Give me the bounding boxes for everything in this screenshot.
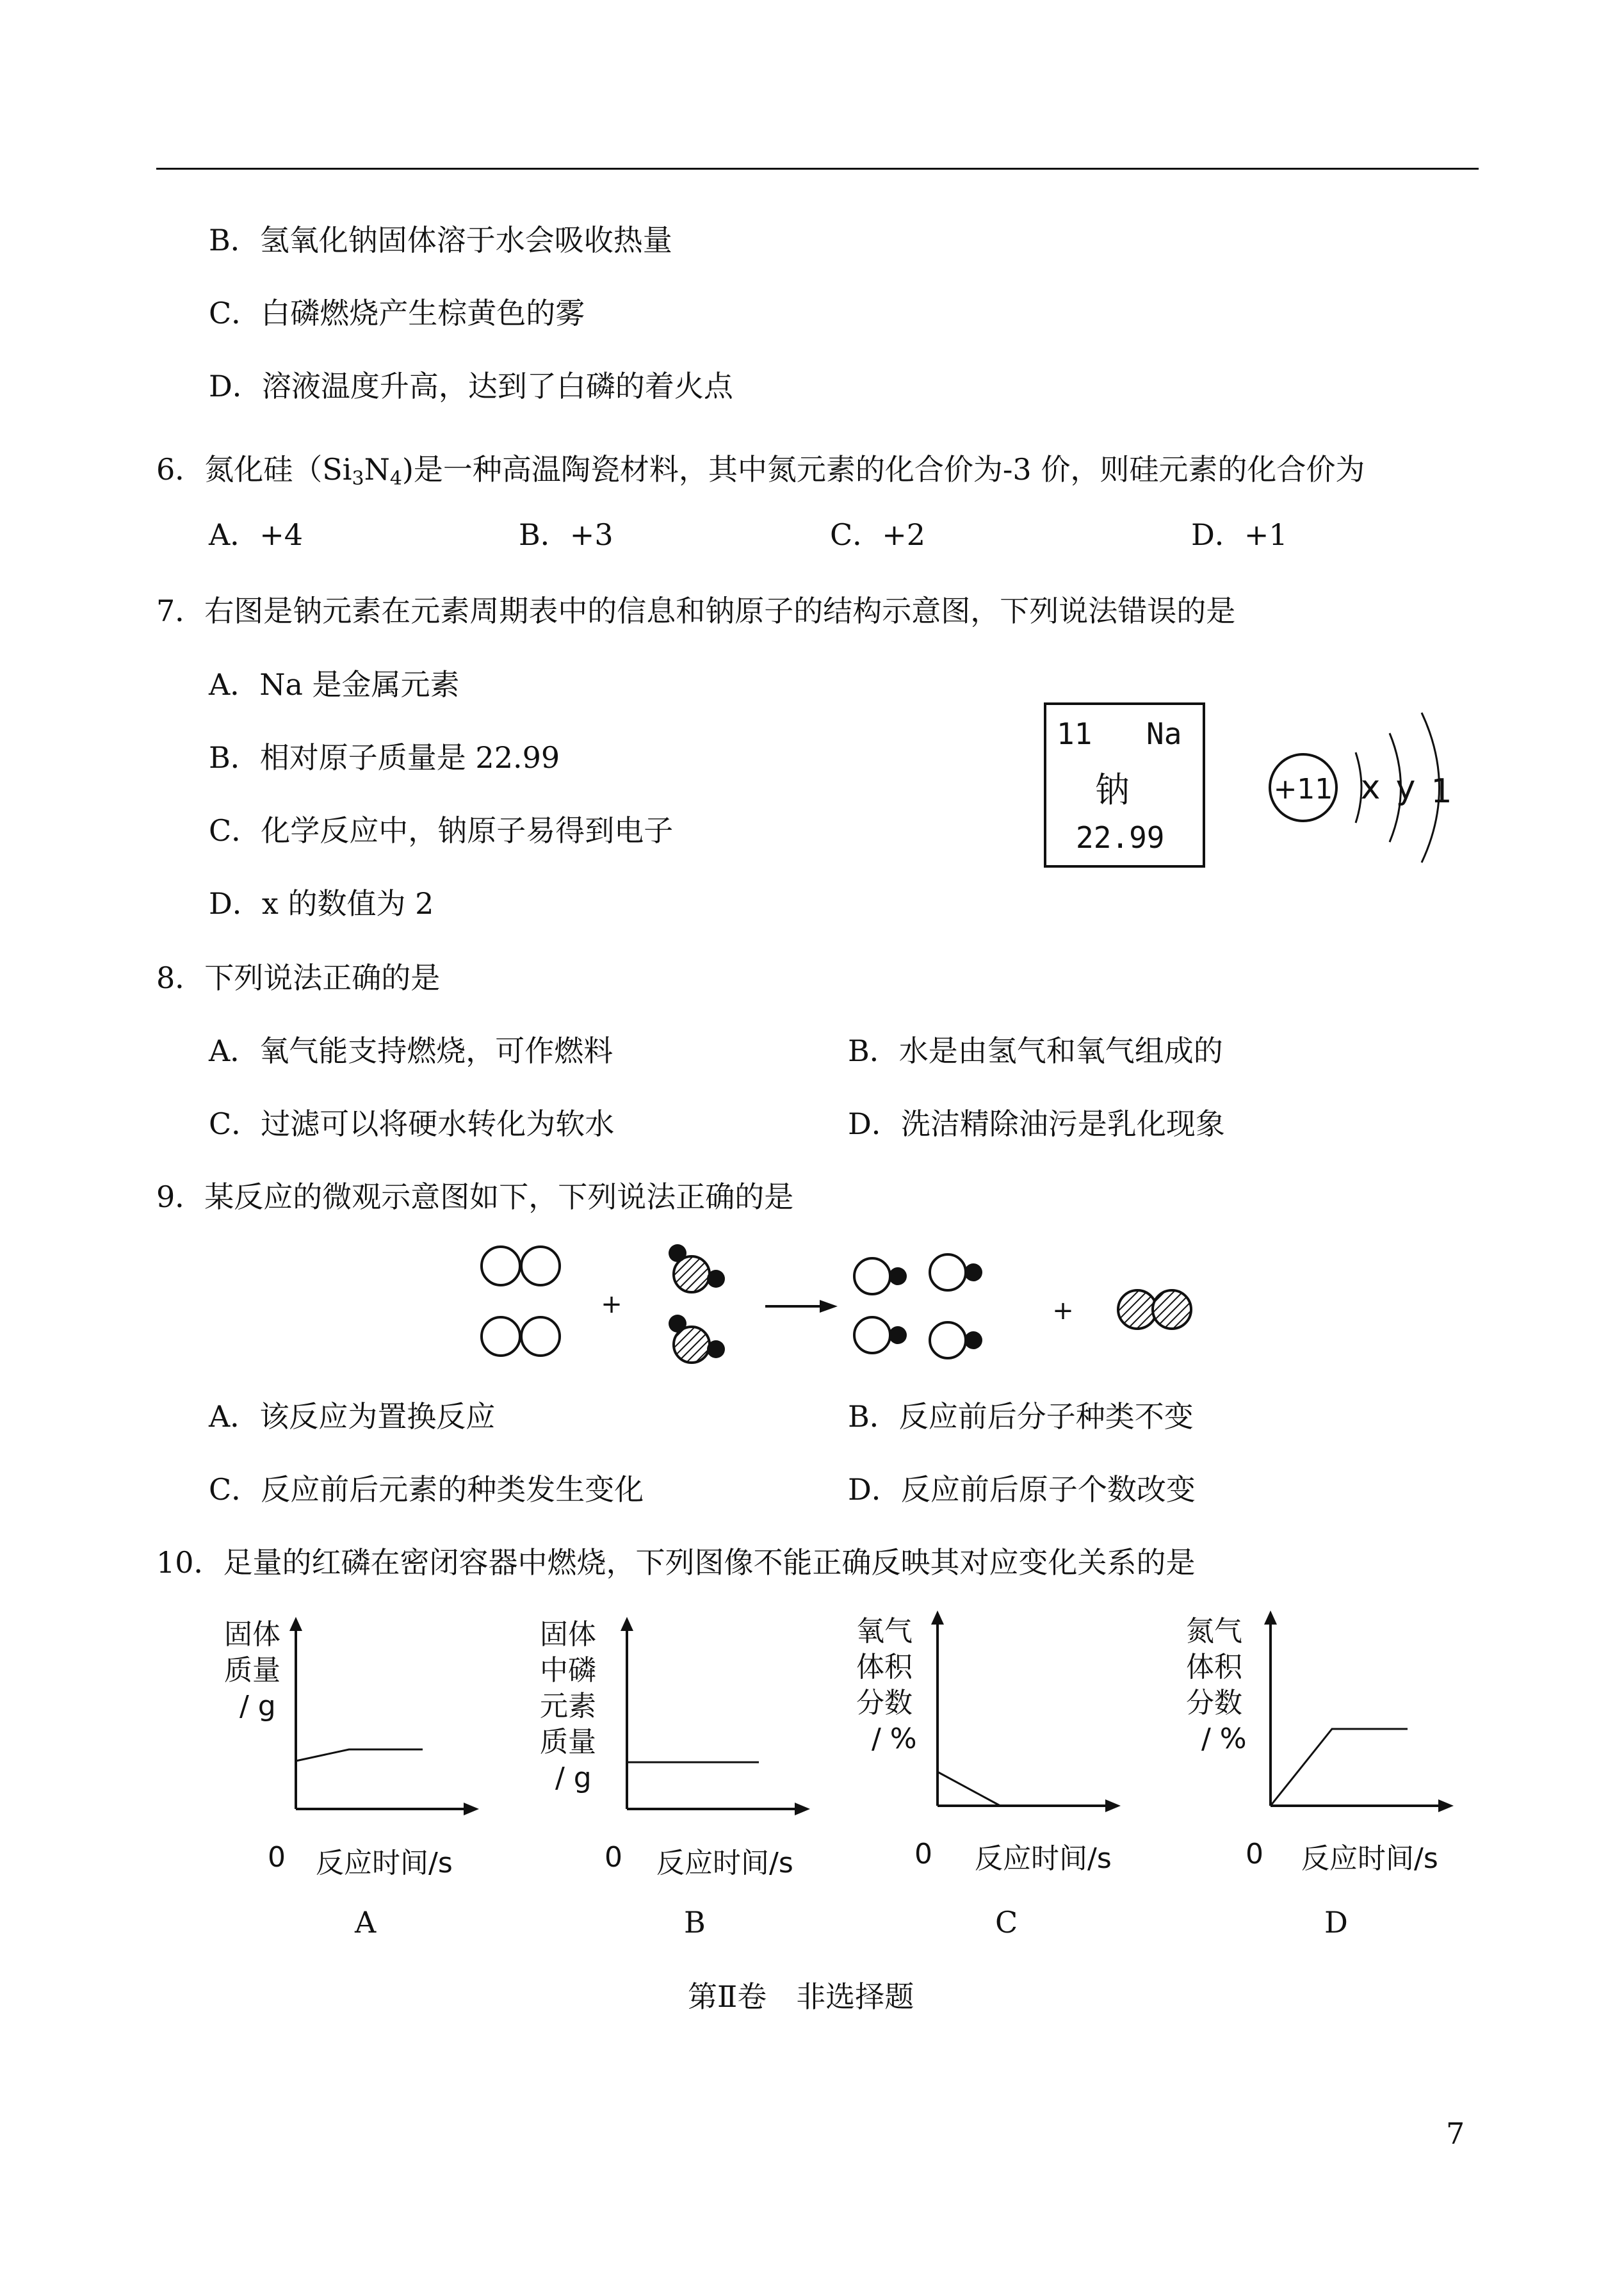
q5-option-c: C．白磷燃烧产生棕黄色的雾	[209, 296, 585, 330]
graph-d-curve	[1271, 1729, 1408, 1806]
reaction-micro-diagram	[474, 1239, 1230, 1374]
section-title: 第Ⅱ卷 非选择题	[688, 1979, 914, 2014]
shell-1-electrons: x	[1360, 768, 1381, 807]
plus-sign-1: +	[601, 1290, 622, 1319]
q6-stem: 6．氮化硅$(Si_3N_4)$是一种高温陶瓷材料，其中氮元素的化合价为-3 价，则硅元素的化合价为	[156, 452, 1365, 490]
q6-option-d: D．+1	[1191, 517, 1288, 552]
q7-option-d: D．x 的数值为 2	[209, 886, 434, 921]
reactant-white-molecules	[482, 1247, 560, 1356]
sodium-atom-structure-diagram	[1265, 701, 1476, 874]
q6-option-b: B．+3	[519, 517, 613, 552]
plus-sign-2: +	[1052, 1296, 1074, 1326]
q9-option-d: D．反应前后原子个数改变	[848, 1472, 1196, 1507]
q9-option-c: C．反应前后元素的种类发生变化	[209, 1472, 644, 1507]
q10-stem: 10．足量的红磷在密闭容器中燃烧，下列图像不能正确反映其对应变化关系的是	[156, 1545, 1196, 1580]
graph-c-xlabel: 反应时间/s	[975, 1842, 1112, 1875]
atomic-number: 11	[1057, 717, 1092, 751]
graph-b-origin: 0	[605, 1841, 622, 1874]
shell-2-electrons: y	[1395, 768, 1416, 807]
q6-option-c: C．+2	[830, 517, 926, 552]
reaction-arrow	[765, 1300, 838, 1313]
nucleus-charge: +11	[1273, 773, 1333, 806]
q8-option-a: A．氧气能支持燃烧，可作燃料	[209, 1034, 613, 1068]
q5-option-b: B．氢氧化钠固体溶于水会吸收热量	[209, 223, 672, 257]
q8-stem: 8．下列说法正确的是	[156, 961, 441, 995]
graph-d-ylabel: 氮气 体积 分数 / %	[1186, 1615, 1247, 1755]
graph-b-xlabel: 反应时间/s	[656, 1847, 793, 1879]
graph-d-letter: D	[1324, 1905, 1348, 1940]
graph-d-origin: 0	[1246, 1838, 1263, 1870]
graph-c-origin: 0	[914, 1838, 932, 1870]
q7-option-b: B．相对原子质量是 22.99	[209, 740, 560, 775]
q6-option-a: A．+4	[209, 517, 304, 552]
graph-b-ylabel: 固体 中磷 元素 质量 / g	[540, 1618, 596, 1794]
q9-stem: 9．某反应的微观示意图如下，下列说法正确的是	[156, 1180, 794, 1214]
reactant-hatched-molecules	[669, 1244, 725, 1363]
q9-option-a: A．该反应为置换反应	[209, 1399, 496, 1434]
element-symbol: Na	[1146, 717, 1182, 751]
graph-d-axes	[1256, 1610, 1461, 1831]
graph-b-letter: B	[684, 1905, 706, 1940]
q7-option-c: C．化学反应中，钠原子易得到电子	[209, 813, 674, 848]
graph-d-xlabel: 反应时间/s	[1301, 1842, 1438, 1875]
product-hatched-molecule	[1118, 1290, 1191, 1329]
shell-3-electrons: 1	[1431, 772, 1452, 811]
graph-c-letter: C	[995, 1905, 1018, 1940]
graph-a-letter: A	[355, 1905, 377, 1940]
header-rule	[156, 168, 1479, 170]
element-name: 钠	[1095, 770, 1130, 810]
q7-option-a: A．Na 是金属元素	[209, 667, 460, 702]
graph-a-origin: 0	[268, 1841, 286, 1874]
graph-a-xlabel: 反应时间/s	[316, 1847, 453, 1879]
q8-option-c: C．过滤可以将硬水转化为软水	[209, 1107, 615, 1141]
graph-a-curve	[296, 1749, 423, 1761]
page-number: 7	[1446, 2116, 1465, 2151]
q5-option-d: D．溶液温度升高，达到了白磷的着火点	[209, 369, 733, 403]
periodic-table-cell	[1044, 702, 1205, 868]
graph-c-ylabel: 氧气 体积 分数 / %	[856, 1615, 917, 1755]
q9-option-b: B．反应前后分子种类不变	[848, 1399, 1194, 1434]
atomic-mass: 22.99	[1076, 820, 1165, 855]
graph-c-axes	[923, 1610, 1128, 1831]
graph-a-axes	[282, 1617, 487, 1835]
graph-c-curve	[938, 1772, 1000, 1806]
q7-stem: 7．右图是钠元素在元素周期表中的信息和钠原子的结构示意图，下列说法错误的是	[156, 594, 1236, 628]
q8-option-d: D．洗洁精除油污是乳化现象	[848, 1107, 1225, 1141]
product-white-black-molecules	[854, 1254, 982, 1358]
graph-b-axes	[613, 1617, 818, 1835]
graph-a-ylabel: 固体 质量 / g	[224, 1618, 280, 1723]
q8-option-b: B．水是由氢气和氧气组成的	[848, 1034, 1223, 1068]
